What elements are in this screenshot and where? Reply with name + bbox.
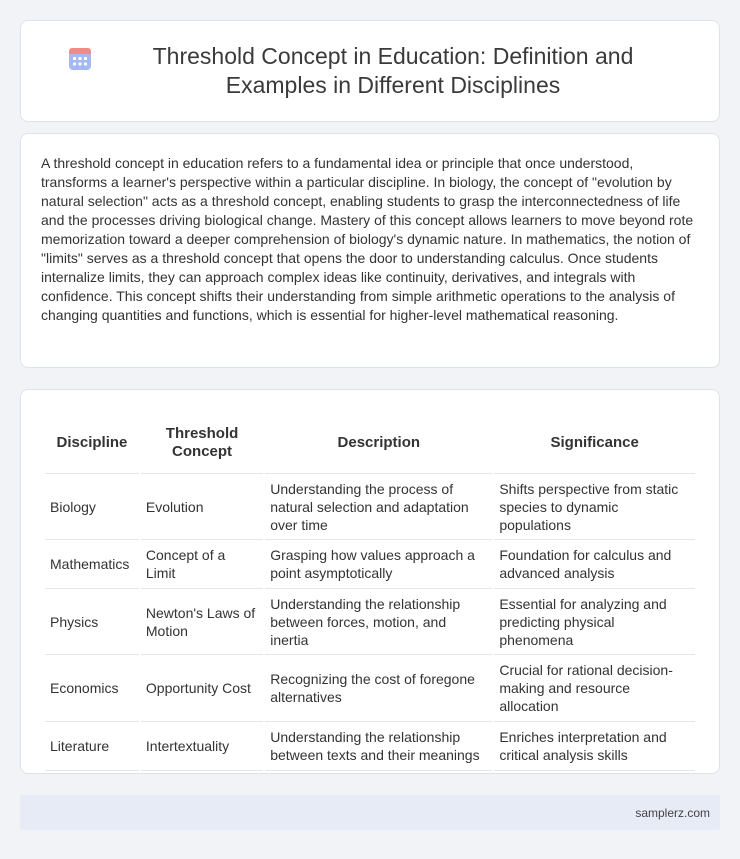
page-title: Threshold Concept in Education: Definition and Examples in Different Disciplines	[152, 43, 634, 98]
cell-description: Grasping how values approach a point asymptotically	[265, 540, 492, 589]
threshold-concepts-table	[43, 410, 697, 771]
calendar-grid-icon	[67, 46, 93, 72]
cell-concept: Intertextuality	[141, 722, 263, 771]
table-card	[20, 389, 720, 774]
cell-discipline: Economics	[45, 655, 139, 722]
cell-concept: Evolution	[141, 474, 263, 540]
cell-discipline: Physics	[45, 589, 139, 655]
cell-discipline: Literature	[45, 722, 139, 771]
footer-site-link[interactable]: samplerz.com	[635, 806, 710, 820]
intro-paragraph: A threshold concept in education refers to a fundamental idea or principle that once understood, transforms a learner's perspective within a particular discipline. In biology, the concept of "evolution by natural selection" acts as a threshold concept, enabling students to grasp the interconnectedness of life and the processes driving biological change. Mastery of this concept allows learners to move beyond rote memorization toward a deeper comprehension of biology's dynamic nature. In mathematics, the notion of "limits" serves as a threshold concept that opens the door to understanding calculus. Once students internalize limits, they can approach complex ideas like continuity, derivatives, and integrals with confidence. This concept shifts their understanding from simple arithmetic operations to the analysis of changing quantities and functions, which is essential for higher-level mathematical reasoning.	[41, 155, 694, 323]
header-discipline: Discipline	[45, 410, 139, 474]
cell-description: Recognizing the cost of foregone alternatives	[265, 655, 492, 722]
cell-significance: Crucial for rational decision-making and resource allocation	[494, 655, 695, 722]
cell-significance: Enriches interpretation and critical analysis skills	[494, 722, 695, 771]
footer	[20, 795, 720, 830]
cell-concept: Concept of a Limit	[141, 540, 263, 589]
cell-concept: Newton's Laws of Motion	[141, 589, 263, 655]
table-row	[45, 474, 695, 540]
cell-significance: Foundation for calculus and advanced analysis	[494, 540, 695, 589]
cell-concept: Opportunity Cost	[141, 655, 263, 722]
cell-significance: Essential for analyzing and predicting physical phenomena	[494, 589, 695, 655]
cell-description: Understanding the relationship between texts and their meanings	[265, 722, 492, 771]
cell-description: Understanding the process of natural selection and adaptation over time	[265, 474, 492, 540]
table-row	[45, 655, 695, 722]
header-threshold-concept: Threshold Concept	[141, 410, 263, 474]
table-header-row	[45, 410, 695, 474]
cell-description: Understanding the relationship between forces, motion, and inertia	[265, 589, 492, 655]
intro-card	[20, 133, 720, 368]
header-description: Description	[265, 410, 492, 474]
cell-discipline: Biology	[45, 474, 139, 540]
header-significance: Significance	[494, 410, 695, 474]
title-wrap	[67, 22, 673, 120]
title-card	[20, 20, 720, 122]
cell-significance: Shifts perspective from static species to dynamic populations	[494, 474, 695, 540]
table-row	[45, 589, 695, 655]
table-row	[45, 722, 695, 771]
cell-discipline: Mathematics	[45, 540, 139, 589]
table-row	[45, 540, 695, 589]
